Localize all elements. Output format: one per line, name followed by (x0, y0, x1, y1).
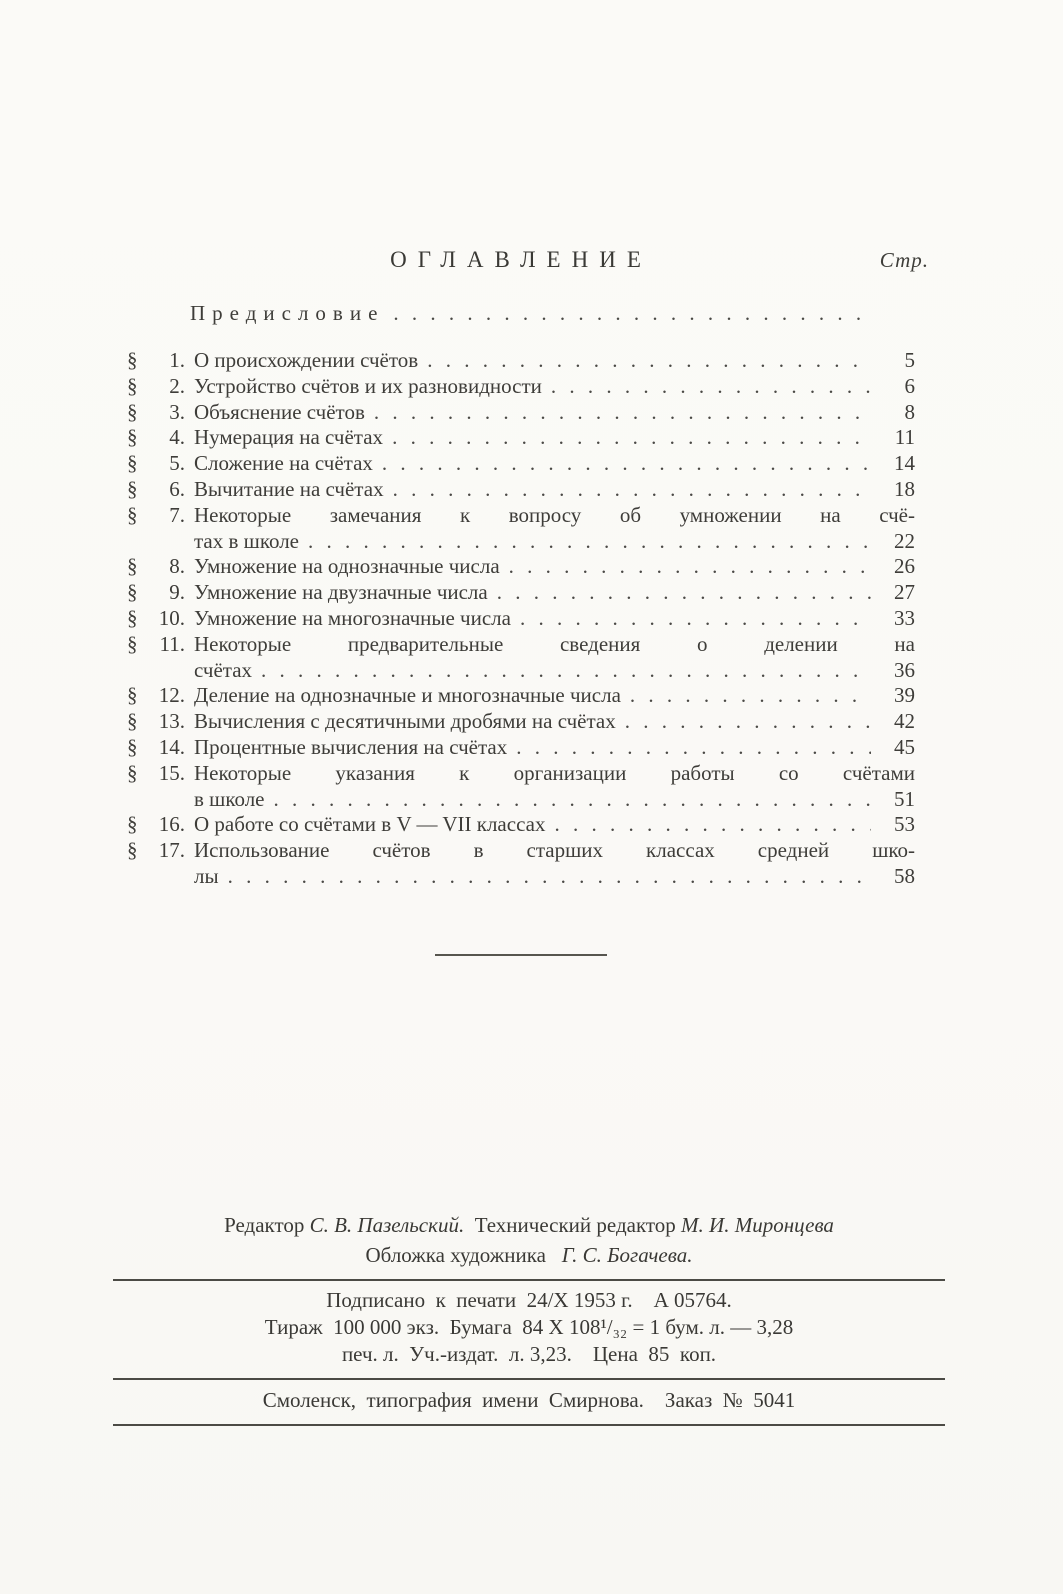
toc-entry (127, 451, 915, 477)
toc-leader-dots (630, 683, 871, 709)
editor-name: С. В. Пазельский. (309, 1213, 465, 1237)
section-mark: § (127, 425, 138, 450)
toc-entry-page: 8 (904, 399, 915, 424)
colophon-rule-middle (113, 1378, 945, 1380)
toc-entry-page: 42 (894, 709, 915, 734)
entry-number: 6. (169, 476, 185, 501)
entry-number: 7. (169, 502, 185, 527)
entry-number: 10. (158, 605, 185, 630)
toc-entry-page: 14 (894, 451, 915, 476)
toc-entry-title: Некоторые предварительные сведения о делении на (194, 631, 915, 656)
toc-entry-number (127, 554, 185, 580)
toc-entry-title: Устройство счётов и их разновидности (194, 373, 542, 398)
toc-leader-dots (274, 787, 872, 813)
page-column-label: Стр. (879, 248, 929, 272)
imprint-block (113, 1287, 945, 1368)
toc-row (127, 632, 915, 658)
entry-number: 9. (169, 580, 185, 605)
toc-heading-row (127, 247, 929, 277)
toc-entry (127, 348, 915, 374)
toc-entry (127, 425, 915, 451)
toc-entry-number (127, 683, 185, 709)
toc-entry-number (127, 838, 185, 864)
colophon-rule-top (113, 1279, 945, 1281)
section-mark: § (127, 580, 138, 605)
toc-row (127, 606, 915, 632)
toc-leader-dots (228, 864, 871, 890)
toc-entry-page: 53 (894, 812, 915, 837)
toc-entry-title: О происхождении счётов (194, 348, 419, 372)
toc-entry-title: тах в школе (194, 528, 299, 553)
toc-leader-dots (497, 580, 871, 606)
toc-entry-title: Процентные вычисления на счётах (194, 734, 508, 759)
toc-entry-title: Вычисления с десятичными дробями на счётах (194, 709, 616, 734)
toc-entry-number (127, 451, 185, 477)
printer-line: Смоленск, типография имени Смирнова. Заказ № 5041 (262, 1388, 796, 1412)
entry-number: 13. (158, 709, 185, 734)
toc-entry (127, 554, 915, 580)
toc-entry (127, 374, 915, 400)
tech-editor-name: М. И. Миронцева (681, 1213, 834, 1237)
toc-entry-page: 33 (894, 605, 915, 630)
toc-row (127, 864, 915, 890)
toc-entry (127, 735, 915, 761)
toc-entry-page: 45 (894, 734, 915, 759)
toc-entry (127, 683, 915, 709)
entry-number: 1. (169, 348, 185, 372)
toc-row (127, 529, 915, 555)
section-mark: § (127, 760, 138, 785)
entry-number: 5. (169, 451, 185, 476)
toc-leader-dots (393, 301, 871, 326)
toc-entry-page: 26 (894, 554, 915, 579)
entry-number: 14. (158, 734, 185, 759)
toc-leader-dots (374, 400, 871, 426)
toc-entry (127, 606, 915, 632)
toc-entry-page: 36 (894, 657, 915, 682)
entry-number: 15. (158, 760, 185, 785)
toc-entry-page: 6 (904, 373, 915, 398)
imprint-line-3: печ. л. Уч.-издат. л. 3,23. Цена 85 коп. (341, 1342, 717, 1366)
section-mark: § (127, 502, 138, 527)
toc-entry-number (127, 374, 185, 400)
toc-entry-page: 5 (904, 348, 915, 372)
toc-row (127, 477, 915, 503)
toc-leader-dots (393, 477, 871, 503)
toc-entry-title: Сложение на счётах (194, 451, 373, 476)
toc-entry-title: лы (194, 863, 219, 888)
toc-leader-dots (554, 812, 871, 838)
toc-row (127, 709, 915, 735)
toc-entry-title: Умножение на многозначные числа (194, 605, 511, 630)
toc-entry (127, 709, 915, 735)
toc-entry-title: О работе со счётами в V — VII классах (194, 812, 546, 837)
toc-entry (127, 632, 915, 684)
toc-entry-page: 27 (894, 580, 915, 605)
toc-entry-number (127, 425, 185, 451)
toc-row (127, 787, 915, 813)
toc-entry (127, 838, 915, 890)
toc-entry-number (127, 812, 185, 838)
toc-leader-dots (261, 658, 871, 684)
entry-number: 8. (169, 554, 185, 579)
toc-entry-title: Вычитание на счётах (194, 476, 384, 501)
toc-entry-title: в школе (194, 786, 265, 811)
entry-number: 11. (159, 631, 185, 656)
editor-label: Редактор (224, 1213, 305, 1237)
entry-number: 17. (158, 838, 185, 863)
section-mark: § (127, 683, 138, 708)
preface-label: Предисловие (190, 301, 385, 325)
section-mark: § (127, 709, 138, 734)
toc-row (127, 503, 915, 529)
toc-entry-title: Умножение на двузначные числа (194, 580, 488, 605)
toc-row (127, 838, 915, 864)
editors-line (113, 1212, 945, 1239)
toc-leader-dots (382, 451, 871, 477)
toc-entry-number (127, 735, 185, 761)
toc-entry (127, 761, 915, 813)
toc-leader-dots (516, 735, 871, 761)
toc-entry-page: 58 (894, 863, 915, 888)
toc-row (127, 735, 915, 761)
toc-entry-page: 22 (894, 528, 915, 553)
imprint-line-1: Подписано к печати 24/X 1953 г. А 05764. (326, 1288, 732, 1312)
tech-editor-label: Технический редактор (474, 1213, 676, 1237)
toc-entry (127, 812, 915, 838)
cover-artist-line (113, 1242, 945, 1269)
toc-entry-number (127, 503, 185, 529)
toc-entry-title: Использование счётов в старших классах средней шко- (194, 838, 915, 863)
toc-row (127, 400, 915, 426)
toc-entry-number (127, 348, 185, 374)
toc-row (127, 425, 915, 451)
toc-row (127, 812, 915, 838)
cover-label: Обложка художника (365, 1243, 546, 1267)
cover-artist-name: Г. С. Богачева. (561, 1243, 693, 1267)
toc-entry-title: счётах (194, 657, 253, 682)
section-mark: § (127, 476, 138, 501)
section-mark: § (127, 812, 138, 837)
colophon (113, 1212, 945, 1426)
toc-leader-dots (551, 374, 871, 400)
toc-entry (127, 477, 915, 503)
section-mark: § (127, 399, 138, 424)
toc-leader-dots (509, 554, 871, 580)
toc-row (127, 348, 915, 374)
toc-entry-title: Нумерация на счётах (194, 425, 384, 450)
toc-list (127, 348, 915, 890)
toc-row (127, 580, 915, 606)
section-mark: § (127, 451, 138, 476)
toc-row (127, 658, 915, 684)
section-mark: § (127, 373, 138, 398)
toc-entry-title: Некоторые замечания к вопросу об умножении на счё- (194, 502, 915, 527)
toc-row (127, 761, 915, 787)
toc-leader-dots (520, 606, 871, 632)
entry-number: 3. (169, 399, 185, 424)
entry-number: 4. (169, 425, 185, 450)
toc-entry-title: Некоторые указания к организации работы со счётами (194, 760, 915, 785)
entry-number: 2. (169, 373, 185, 398)
section-mark: § (127, 554, 138, 579)
page-title: ОГЛАВЛЕНИЕ (390, 247, 652, 272)
toc-row (127, 451, 915, 477)
toc-row (127, 374, 915, 400)
toc-entry-page: 39 (894, 683, 915, 708)
toc-leader-dots (308, 529, 871, 555)
entry-number: 16. (158, 812, 185, 837)
toc-leader-dots (392, 425, 871, 451)
toc-entry-number (127, 400, 185, 426)
section-mark: § (127, 348, 138, 372)
colophon-rule-bottom (113, 1424, 945, 1426)
toc-leader-dots (427, 348, 871, 374)
toc-entry-page: 18 (894, 476, 915, 501)
toc-entry-title: Деление на однозначные и многозначные числа (194, 683, 621, 708)
toc-entry-page: 51 (894, 786, 915, 811)
entry-number: 12. (158, 683, 185, 708)
section-mark: § (127, 838, 138, 863)
toc-entry (127, 400, 915, 426)
toc-entry-number (127, 709, 185, 735)
toc-row (127, 683, 915, 709)
toc-entry-number (127, 632, 185, 658)
toc-entry-number (127, 477, 185, 503)
toc-content (127, 0, 929, 956)
toc-entry-number (127, 761, 185, 787)
toc-entry-title: Объяснение счётов (194, 399, 365, 424)
toc-entry (127, 503, 915, 555)
toc-entry (127, 580, 915, 606)
section-mark: § (127, 631, 138, 656)
toc-leader-dots (625, 709, 871, 735)
section-mark: § (127, 605, 138, 630)
toc-entry-page: 11 (894, 425, 915, 450)
toc-entry-title: Умножение на однозначные числа (194, 554, 500, 579)
section-mark: § (127, 734, 138, 759)
section-divider (435, 954, 607, 956)
toc-entry-number (127, 580, 185, 606)
preface-row (127, 301, 915, 326)
toc-entry-number (127, 606, 185, 632)
imprint-line-2: Тираж 100 000 экз. Бумага 84 X 108¹/₃₂ = 1 бум. л. — 3,28 (264, 1315, 794, 1339)
toc-row (127, 554, 915, 580)
